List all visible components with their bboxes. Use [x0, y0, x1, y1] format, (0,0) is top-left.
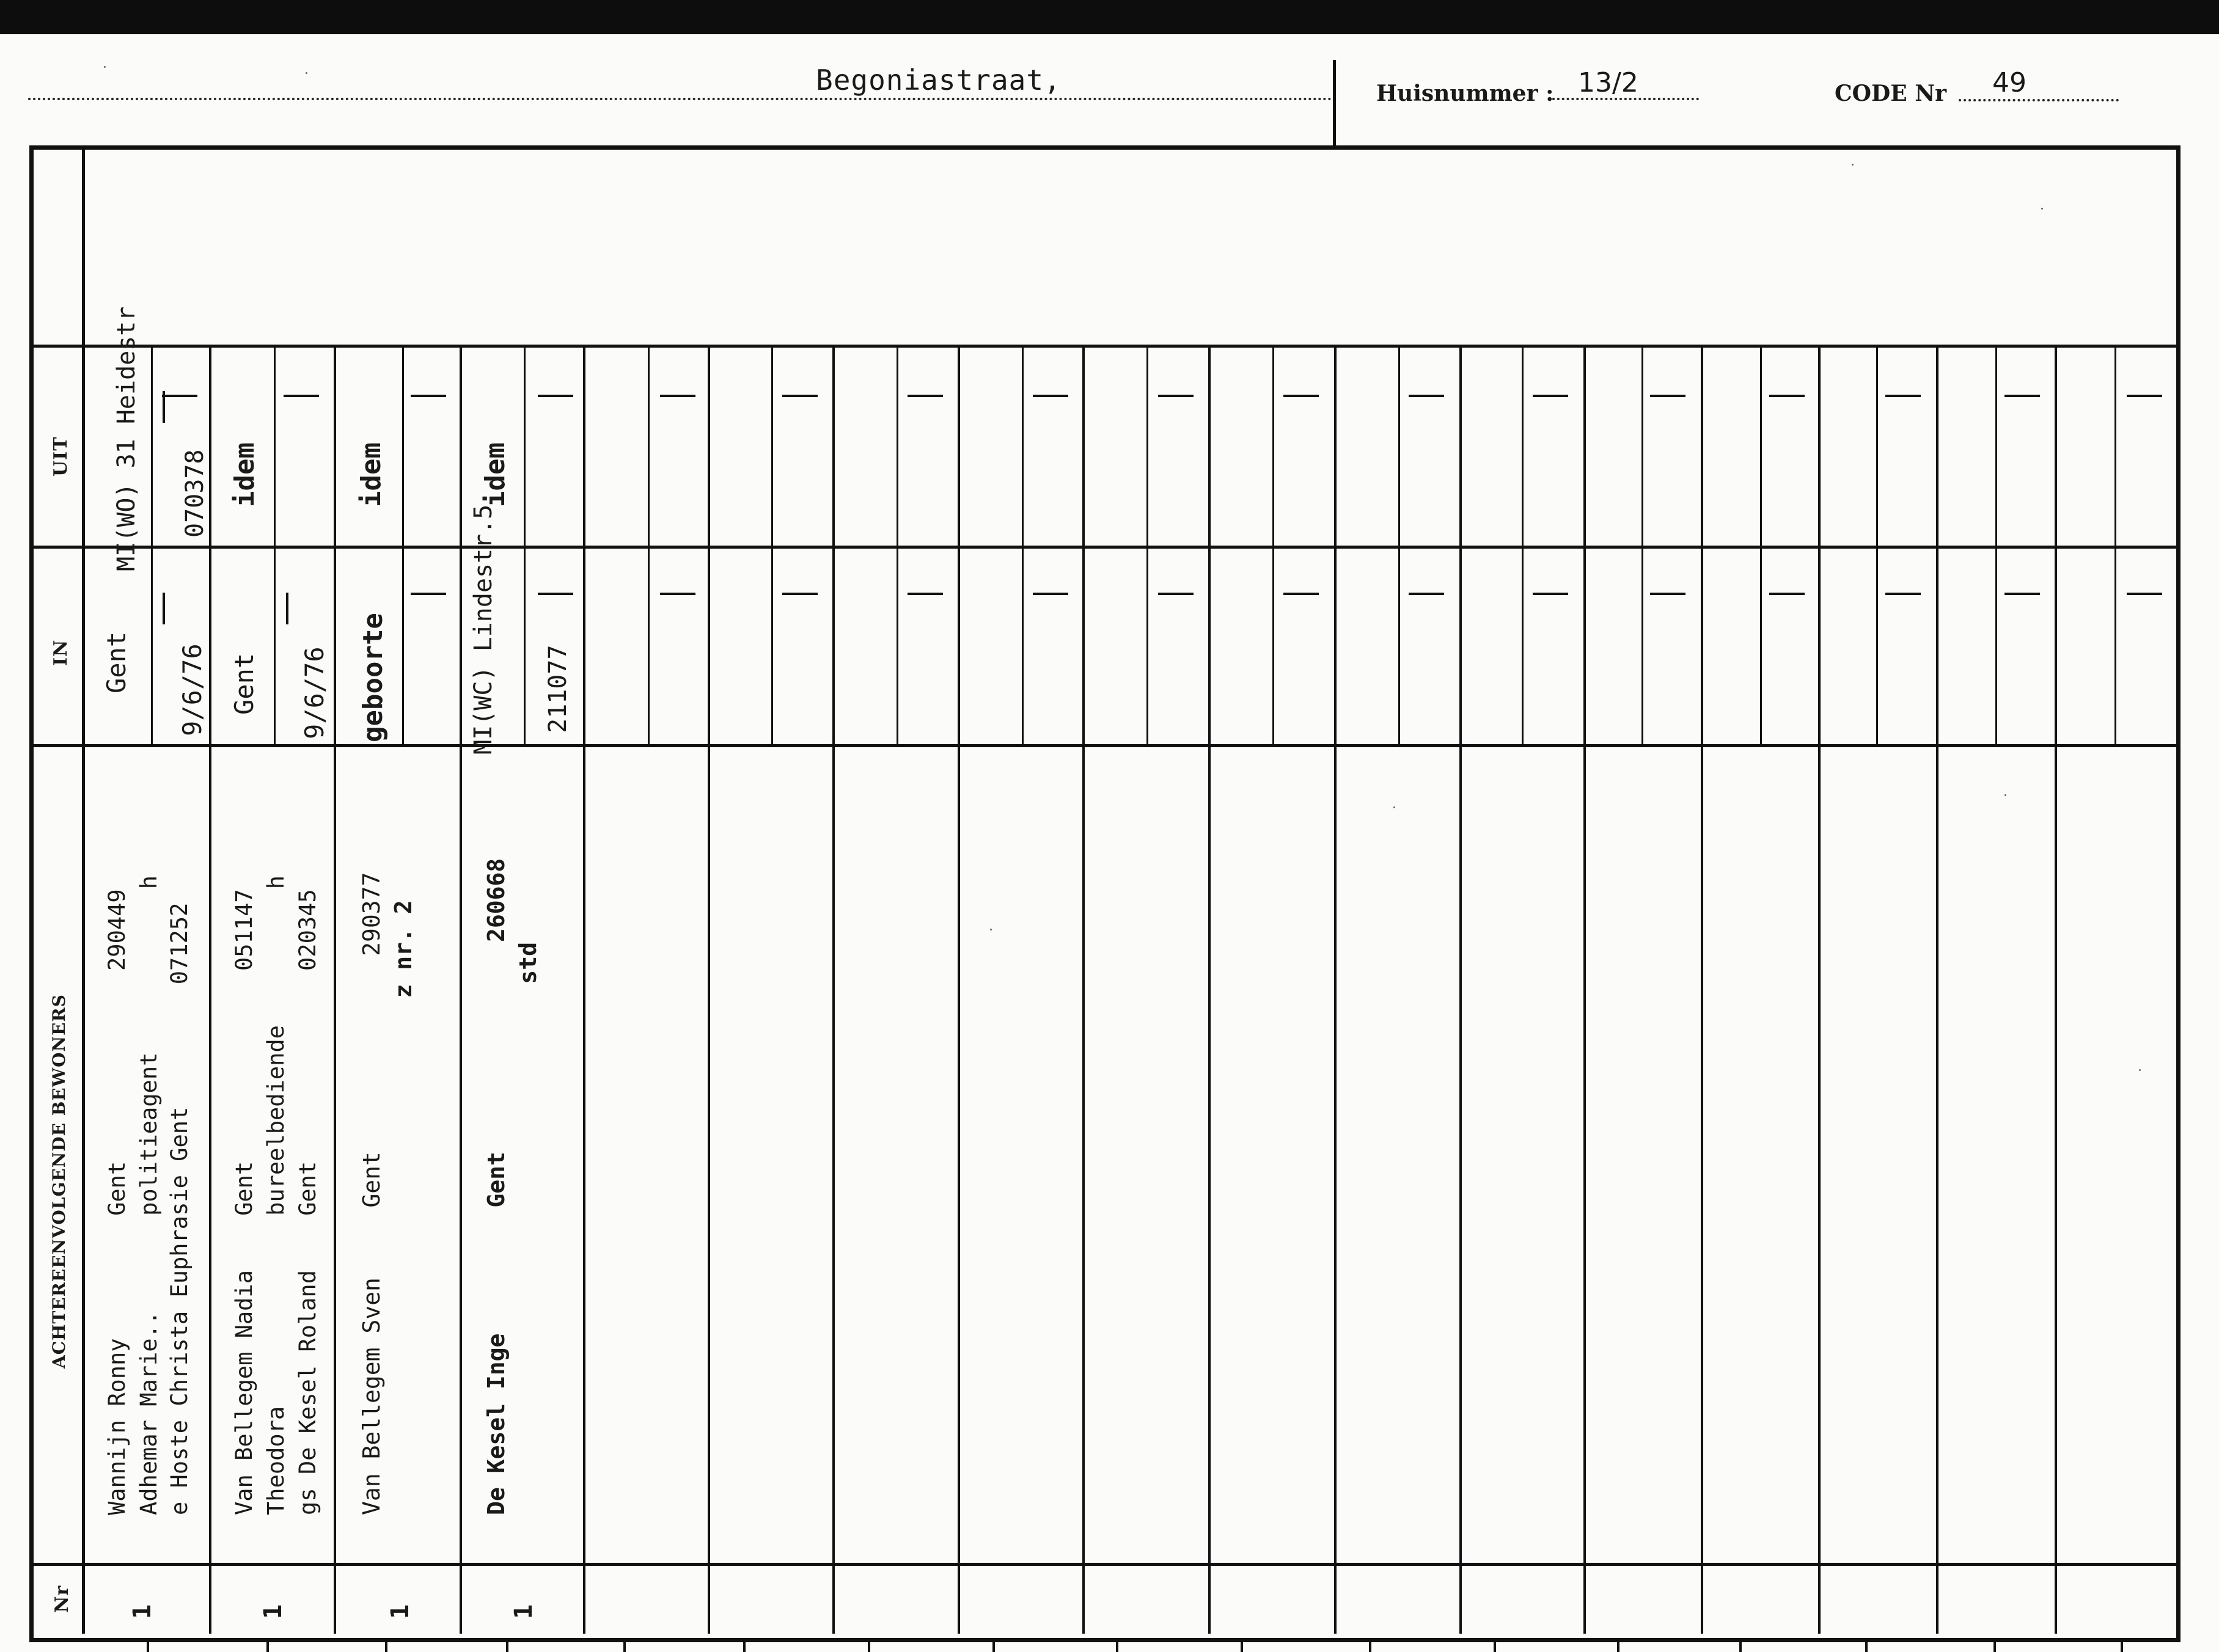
bottom-tick	[1116, 1639, 1118, 1652]
grid-line-nr-top	[29, 1563, 2180, 1566]
empty-dash	[1533, 395, 1568, 397]
col1-in-date: 9/6/76	[177, 643, 207, 736]
column-divider	[1818, 345, 1821, 1634]
empty-dash	[782, 395, 818, 397]
empty-dash	[908, 593, 943, 595]
column-divider	[1082, 345, 1085, 1634]
col2-in-place: Gent	[229, 652, 259, 715]
empty-dash	[660, 395, 695, 397]
column-divider	[1936, 345, 1938, 1634]
scan-speck	[306, 72, 307, 74]
empty-dash	[2004, 395, 2040, 397]
column-divider	[1459, 345, 1462, 1634]
scan-speck	[2139, 1069, 2141, 1071]
column-divider	[334, 345, 336, 1634]
scan-top-edge	[0, 0, 2219, 34]
empty-dash	[284, 395, 319, 397]
house-number-dotted-line	[1552, 98, 1699, 100]
grid-line-residents-top	[29, 744, 2180, 747]
empty-dash	[1885, 593, 1921, 595]
col1-uit-place: MI(WO) 31 Heidestr	[112, 306, 141, 571]
row-label-in: IN	[50, 639, 72, 666]
empty-dash	[2127, 395, 2162, 397]
empty-dash	[1283, 593, 1319, 595]
grid-line-in-top	[29, 546, 2180, 549]
empty-dash	[538, 395, 573, 397]
col3-in-place: geboorte	[358, 613, 389, 742]
col1-resident-line-1: Wannijn Ronny Gent 290449	[104, 889, 130, 1515]
scan-speck	[104, 66, 106, 68]
sub-column-divider	[1641, 346, 1643, 746]
column-divider	[209, 345, 211, 1634]
column-divider	[1208, 345, 1211, 1634]
bottom-tick	[623, 1639, 626, 1652]
sub-column-divider	[897, 346, 898, 746]
col1-resident-line-2: Adhemar Marie.. politieagent h	[136, 875, 162, 1515]
column-divider	[2055, 345, 2057, 1634]
col1-nr: 1	[128, 1604, 156, 1619]
bottom-tick	[1241, 1639, 1243, 1652]
col3-nr: 1	[386, 1604, 414, 1619]
empty-dash	[908, 395, 943, 397]
empty-dash	[1158, 395, 1194, 397]
col3-resident-line-2: z nr. 2	[390, 900, 417, 1515]
col1-in-place: Gent	[101, 631, 131, 693]
column-divider	[832, 345, 835, 1634]
column-divider	[1701, 345, 1703, 1634]
column-divider	[1583, 345, 1586, 1634]
bottom-tick	[743, 1639, 746, 1652]
bottom-tick	[1993, 1639, 1996, 1652]
empty-dash	[1409, 395, 1444, 397]
street-dotted-line	[28, 98, 1332, 100]
house-number-label: Huisnummer :	[1376, 81, 1554, 106]
sub-column-divider	[648, 346, 650, 746]
row-label-uit: UIT	[50, 436, 72, 477]
header-divider	[1333, 60, 1336, 145]
code-dotted-line	[1959, 99, 2119, 101]
column-divider	[958, 345, 960, 1634]
sub-column-divider	[1876, 346, 1878, 746]
bottom-tick	[147, 1639, 149, 1652]
col2-nr: 1	[259, 1604, 287, 1619]
col3-uit-place: idem	[356, 442, 387, 507]
col4-nr: 1	[510, 1604, 538, 1619]
empty-dash	[1033, 395, 1068, 397]
empty-dash	[411, 395, 446, 397]
col4-in-place: MI(WC) Lindestr.5	[469, 504, 497, 755]
bottom-tick	[868, 1639, 870, 1652]
sub-column-divider	[402, 346, 404, 746]
col1-uit-date: 070378	[181, 449, 209, 538]
col4-uit-place: idem	[480, 442, 511, 507]
bracket-mark	[286, 593, 288, 624]
bottom-tick	[1739, 1639, 1742, 1652]
code-value: 49	[1992, 67, 2026, 98]
col2-resident-line-2: Theodora bureelbediende h	[263, 875, 289, 1515]
empty-dash	[1283, 395, 1319, 397]
bottom-tick	[385, 1639, 387, 1652]
scan-speck	[2041, 208, 2043, 210]
row-label-nr: Nr	[51, 1585, 73, 1613]
empty-dash	[1650, 395, 1685, 397]
sub-column-divider	[1022, 346, 1024, 746]
sub-column-divider	[274, 346, 276, 746]
col3-resident-line-1: Van Bellegem Sven Gent 290377	[358, 872, 385, 1515]
row-label-residents: ACHTEREENVOLGENDE BEWONERS	[49, 994, 69, 1369]
scan-speck	[1393, 806, 1395, 808]
col2-resident-line-3: gs De Kesel Roland Gent 020345	[295, 889, 321, 1515]
empty-dash	[2004, 593, 2040, 595]
sub-column-divider	[1760, 346, 1762, 746]
column-divider	[583, 345, 585, 1634]
sub-column-divider	[1995, 346, 1997, 746]
bottom-tick	[1494, 1639, 1496, 1652]
empty-dash	[1533, 593, 1568, 595]
street-name: Begoniastraat,	[816, 64, 1062, 97]
bottom-tick	[1617, 1639, 1619, 1652]
column-divider	[460, 345, 462, 1634]
grid-line-uit-top	[29, 345, 2180, 348]
empty-dash	[2127, 593, 2162, 595]
scan-speck	[2004, 794, 2006, 796]
empty-dash	[1033, 593, 1068, 595]
column-divider	[708, 345, 710, 1634]
empty-dash	[1769, 593, 1805, 595]
bracket-mark	[163, 593, 165, 624]
col2-in-date: 9/6/76	[299, 646, 329, 739]
empty-dash	[1409, 593, 1444, 595]
empty-dash	[1158, 593, 1194, 595]
bottom-tick	[506, 1639, 508, 1652]
bottom-tick	[1369, 1639, 1371, 1652]
empty-dash	[411, 593, 446, 595]
scan-speck	[1852, 164, 1854, 166]
empty-dash	[162, 395, 197, 397]
column-divider	[1334, 345, 1337, 1634]
col1-resident-line-3: e Hoste Christa Euphrasie Gent 071252	[166, 902, 193, 1515]
scan-speck	[990, 929, 992, 930]
empty-dash	[538, 593, 573, 595]
empty-dash	[660, 593, 695, 595]
empty-dash	[1769, 395, 1805, 397]
sub-column-divider	[151, 346, 153, 746]
code-label: CODE Nr	[1835, 81, 1947, 106]
sub-column-divider	[771, 346, 773, 746]
sub-column-divider	[524, 346, 526, 746]
sub-column-divider	[1146, 346, 1148, 746]
sub-column-divider	[1272, 346, 1274, 746]
col4-resident-line-1: De Kesel Inge Gent 260668	[483, 858, 510, 1515]
col4-resident-line-2: std	[515, 942, 541, 1515]
bottom-tick	[1865, 1639, 1868, 1652]
col2-uit-place: idem	[229, 442, 260, 507]
sub-column-divider	[2114, 346, 2116, 746]
col4-in-date: 211077	[544, 645, 572, 733]
house-number-value: 13/2	[1578, 67, 1638, 98]
bottom-tick	[2121, 1639, 2123, 1652]
bottom-tick	[266, 1639, 269, 1652]
empty-dash	[1885, 395, 1921, 397]
bracket-mark	[163, 391, 165, 423]
label-column-divider	[82, 145, 85, 1634]
register-form-frame	[29, 145, 2180, 1642]
sub-column-divider	[1398, 346, 1400, 746]
empty-dash	[1650, 593, 1685, 595]
bottom-tick	[992, 1639, 995, 1652]
sub-column-divider	[1522, 346, 1524, 746]
empty-dash	[782, 593, 818, 595]
col2-resident-line-1: Van Bellegem Nadia Gent 051147	[231, 889, 257, 1515]
